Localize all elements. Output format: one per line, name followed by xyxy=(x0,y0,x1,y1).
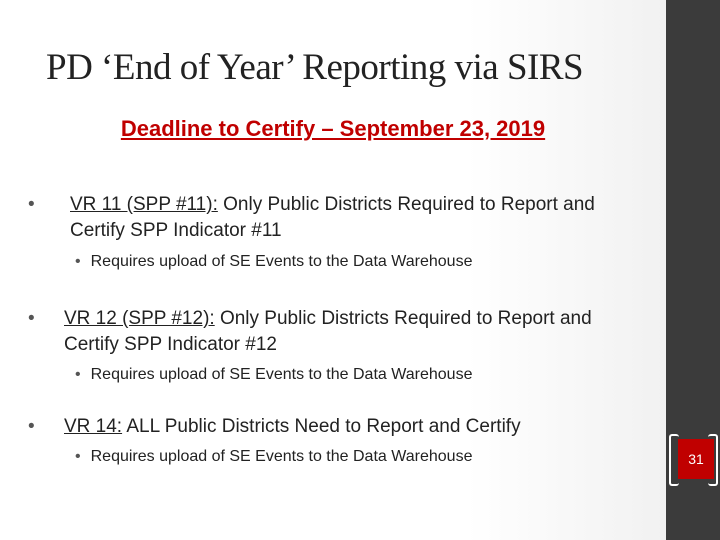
bullet-dot-icon: • xyxy=(28,194,35,215)
sub-bullet-dot-icon: • xyxy=(75,448,81,465)
sub-bullet-vr11 xyxy=(75,253,635,271)
bullet-vr14 xyxy=(28,414,638,440)
sub-bullet-text: Requires upload of SE Events to the Data Warehouse xyxy=(90,448,473,465)
sub-bullet-dot-icon: • xyxy=(75,366,81,383)
sub-bullet-vr12 xyxy=(75,366,635,384)
sub-bullet-text: Requires upload of SE Events to the Data Warehouse xyxy=(90,253,473,270)
sub-bullet-text: Requires upload of SE Events to the Data Warehouse xyxy=(90,366,473,383)
bullet-text xyxy=(28,306,638,358)
bullet-vr11 xyxy=(28,192,638,244)
bullet-lead: VR 14: xyxy=(64,416,123,437)
bullet-lead: VR 11 (SPP #11): xyxy=(70,194,218,215)
sub-bullet-vr14 xyxy=(75,448,635,466)
right-bracket-icon xyxy=(708,434,718,486)
bullet-vr12 xyxy=(28,306,638,358)
bullet-dot-icon: • xyxy=(28,416,35,437)
slide-title: PD ‘End of Year’ Reporting via SIRS xyxy=(46,47,584,88)
bullet-text xyxy=(28,414,638,440)
bullet-text xyxy=(28,192,638,244)
deadline-subtitle: Deadline to Certify – September 23, 2019 xyxy=(120,116,546,141)
bullet-body: Only Public Districts Required to Report and Certify SPP Indicator #12 xyxy=(64,308,592,355)
bullet-body: Only Public Districts Required to Report and Certify SPP Indicator #11 xyxy=(70,194,595,241)
bullet-dot-icon: • xyxy=(28,308,35,329)
bullet-lead: VR 12 (SPP #12): xyxy=(64,308,215,329)
bullet-body: ALL Public Districts Need to Report and Certify xyxy=(122,416,521,437)
page-number: 31 xyxy=(678,439,714,479)
sub-bullet-dot-icon: • xyxy=(75,253,81,270)
